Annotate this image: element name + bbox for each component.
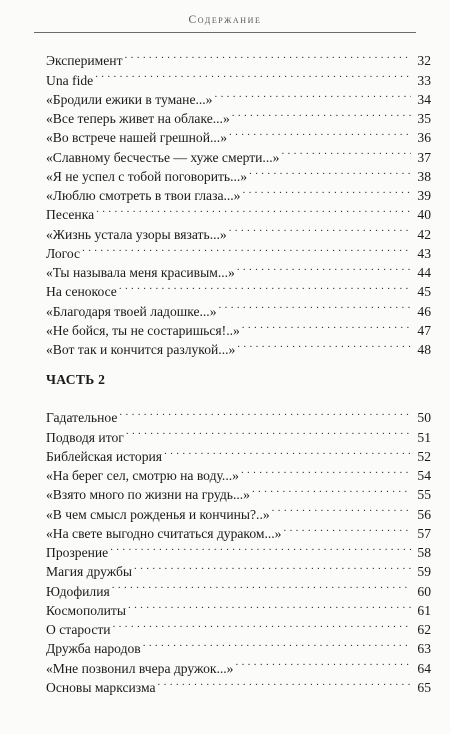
toc-entry-title: «Мне позвонил вчера дружок...» [46, 660, 234, 676]
dot-leader [281, 142, 411, 161]
toc-entry-page: 34 [417, 91, 431, 107]
toc-entry [46, 65, 431, 88]
toc-entry-title: Гадательное [46, 410, 118, 426]
toc-entry-page: 32 [417, 53, 431, 69]
toc-entry-page: 65 [417, 679, 431, 695]
toc-entry-page: 50 [417, 410, 431, 426]
dot-leader [158, 673, 411, 692]
toc-entry-title: «Люблю смотреть в твои глаза...» [46, 188, 241, 203]
toc-entry-page: 56 [417, 506, 431, 522]
toc-entry-title: Дружба народов [46, 641, 141, 657]
toc-entry-page: 43 [417, 245, 431, 261]
toc-entry-title: «Все теперь живет на облаке...» [46, 111, 230, 126]
toc-entry [46, 258, 431, 280]
toc-entry-title: На сенокосе [46, 284, 117, 300]
dot-leader [134, 557, 411, 576]
toc-entry-page: 44 [417, 265, 431, 280]
toc-entry-page: 47 [417, 322, 431, 338]
toc-entry-page: 39 [417, 188, 431, 203]
toc-entry [46, 46, 431, 69]
toc-entry-title: О старости [46, 622, 111, 637]
toc-entry-title: «Я не успел с тобой поговорить...» [46, 168, 248, 184]
dot-leader [112, 576, 411, 595]
toc-entry-page: 59 [417, 564, 431, 580]
toc-entry-page: 37 [417, 149, 431, 165]
header-rule [34, 32, 416, 33]
dot-leader [125, 46, 411, 65]
dot-leader [229, 123, 411, 142]
toc-entry-title: «Взято много по жизни на грудь...» [46, 487, 250, 503]
toc-entry-page: 36 [417, 130, 431, 146]
dot-leader [82, 239, 411, 258]
toc-entry-title: «На берег сел, смотрю на воду...» [46, 468, 239, 483]
toc-entry-page: 51 [417, 429, 431, 445]
dot-leader [143, 634, 411, 653]
dot-leader [95, 65, 411, 84]
toc-entry-title: «На свете выгодно считаться дураком...» [46, 525, 282, 541]
toc-entry-title: Песенка [46, 207, 95, 223]
toc-entry-title: Магия дружбы [46, 564, 133, 580]
toc-entry-page: 64 [417, 660, 431, 676]
toc-entry-title: «Вот так и кончится разлукой...» [46, 342, 236, 357]
toc-entry-page: 58 [417, 545, 431, 560]
dot-leader [283, 519, 411, 538]
toc-entry-title: «Бродили ежики в тумане...» [46, 91, 213, 107]
dot-leader [119, 403, 411, 422]
dot-leader [126, 422, 411, 441]
dot-leader [272, 499, 411, 518]
dot-leader [242, 316, 411, 335]
toc-entry-title: Прозрение [46, 545, 109, 560]
dot-leader [252, 480, 411, 499]
dot-leader [113, 615, 411, 634]
toc-entry [46, 219, 431, 242]
dot-leader [128, 596, 411, 615]
dot-leader [164, 442, 411, 461]
toc-entry-page: 63 [417, 641, 431, 657]
toc-entry-title: Подводя итог [46, 429, 124, 445]
toc-entry [46, 200, 431, 223]
toc-entry-page: 35 [417, 111, 431, 126]
dot-leader [232, 104, 411, 123]
toc-entry-title: «Ты называла меня красивым...» [46, 265, 235, 280]
toc-entry-title: «В чем смысл рожденья и кончины?..» [46, 506, 270, 522]
toc-entry-title: «Не бойся, ты не состаришься!..» [46, 322, 240, 338]
toc-entry-title: «Во встрече нашей грешной...» [46, 130, 227, 146]
dot-leader [237, 335, 411, 354]
toc-entry-page: 48 [417, 342, 431, 357]
toc-entry-title: Юдофилия [46, 583, 110, 599]
toc-list-part1 [46, 46, 431, 357]
toc-entry [46, 403, 431, 426]
toc-entry-title: «Жизнь устала узоры вязать...» [46, 226, 227, 242]
dot-leader [242, 181, 411, 200]
toc-entry-page: 42 [417, 226, 431, 242]
toc-entry-page: 52 [417, 448, 431, 464]
toc-list-part2 [46, 403, 431, 695]
dot-leader [110, 538, 411, 557]
dot-leader [241, 461, 411, 480]
dot-leader [237, 258, 411, 277]
toc-entry-page: 62 [417, 622, 431, 637]
toc-entry [46, 239, 431, 261]
toc-entry-page: 61 [417, 602, 431, 618]
toc-entry-title: Логос [46, 245, 81, 261]
running-head: Содержание [188, 14, 262, 26]
toc-entry-title: «Славному бесчестье — хуже смерти...» [46, 149, 280, 165]
toc-entry-page: 40 [417, 207, 431, 223]
dot-leader [214, 85, 411, 104]
toc-entry-title: Основы марксизма [46, 679, 156, 695]
toc-entry-page: 57 [417, 525, 431, 541]
toc-entry-page: 46 [417, 303, 431, 319]
dot-leader [235, 653, 411, 672]
dot-leader [249, 162, 411, 181]
toc-entry-title: Una fide [46, 72, 94, 88]
dot-leader [219, 296, 411, 315]
dot-leader [229, 219, 411, 238]
toc-entry-title: Космополиты [46, 602, 126, 618]
toc-entry-page: 38 [417, 168, 431, 184]
toc-entry-page: 60 [417, 583, 431, 599]
toc-entry-title: «Благодаря твоей ладошке...» [46, 303, 217, 319]
toc-entry-page: 45 [417, 284, 431, 300]
toc-entry-title: Эксперимент [46, 53, 123, 69]
toc-entry-page: 55 [417, 487, 431, 503]
dot-leader [119, 277, 411, 296]
toc-entry-page: 54 [417, 468, 431, 483]
dot-leader [96, 200, 411, 219]
part-heading: ЧАСТЬ 2 [46, 372, 106, 387]
toc-entry-title: Библейская история [46, 448, 163, 464]
toc-entry-page: 33 [417, 72, 431, 88]
toc-entry [46, 85, 431, 107]
